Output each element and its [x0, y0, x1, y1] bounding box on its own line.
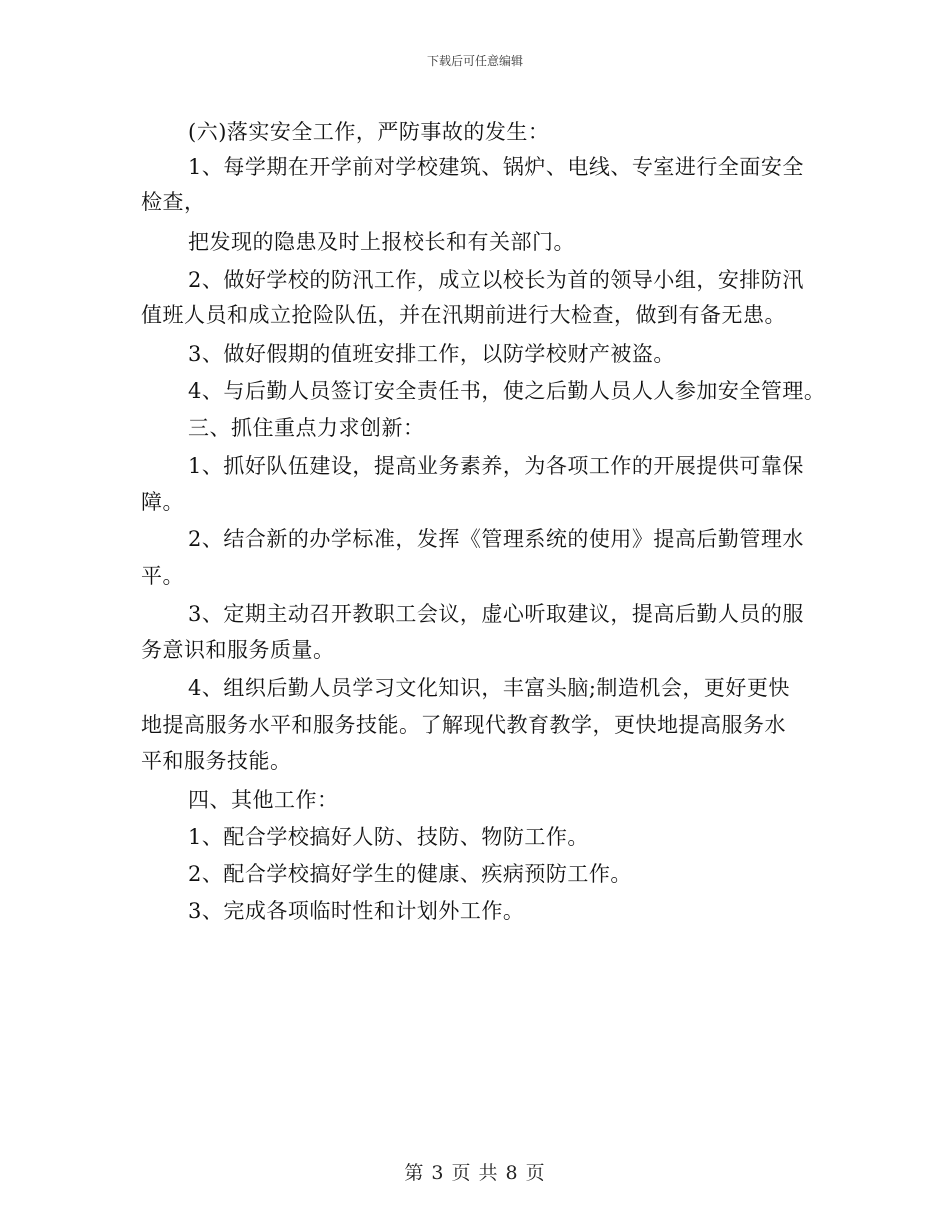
text-line: 1、抓好队伍建设，提高业务素养，为各项工作的开展提供可靠保: [188, 454, 804, 478]
text-line: 平。: [141, 564, 184, 588]
text-line: 2、结合新的办学标准，发挥《管理系统的使用》提高后勤管理水: [188, 527, 804, 551]
page-header-note: 下载后可任意编辑: [426, 54, 523, 68]
text-line: 四、其他工作：: [188, 788, 339, 812]
text-line: 三、抓住重点力求创新：: [188, 416, 425, 440]
page-number-footer: 第 3 页 共 8 页: [404, 1162, 546, 1184]
text-line: 把发现的隐患及时上报校长和有关部门。: [188, 230, 575, 254]
text-line: 4、与后勤人员签订安全责任书，使之后勤人员人人参加安全管理。: [188, 379, 826, 403]
text-line: 1、配合学校搞好人防、技防、物防工作。: [188, 825, 589, 849]
text-line: 值班人员和成立抢险队伍，并在汛期前进行大检查，做到有备无患。: [141, 303, 786, 327]
text-line: 3、定期主动召开教职工会议，虚心听取建议，提高后勤人员的服: [188, 602, 804, 626]
text-line: 务意识和服务质量。: [141, 638, 335, 662]
text-line: 3、做好假期的值班安排工作，以防学校财产被盗。: [188, 342, 675, 366]
text-line: 地提高服务水平和服务技能。了解现代教育教学，更快地提高服务水: [141, 713, 786, 737]
text-line: 3、完成各项临时性和计划外工作。: [188, 899, 525, 923]
text-line: 2、配合学校搞好学生的健康、疾病预防工作。: [188, 862, 632, 886]
text-line: 4、组织后勤人员学习文化知识，丰富头脑;制造机会，更好更快: [188, 676, 790, 700]
text-line: 2、做好学校的防汛工作，成立以校长为首的领导小组，安排防汛: [188, 268, 804, 292]
text-line: (六)落实安全工作，严防事故的发生：: [188, 120, 550, 144]
text-line: 障。: [141, 490, 184, 514]
text-line: 1、每学期在开学前对学校建筑、锅炉、电线、专室进行全面安全: [188, 155, 804, 179]
text-line: 平和服务技能。: [141, 749, 292, 773]
text-line: 检查，: [141, 190, 206, 214]
